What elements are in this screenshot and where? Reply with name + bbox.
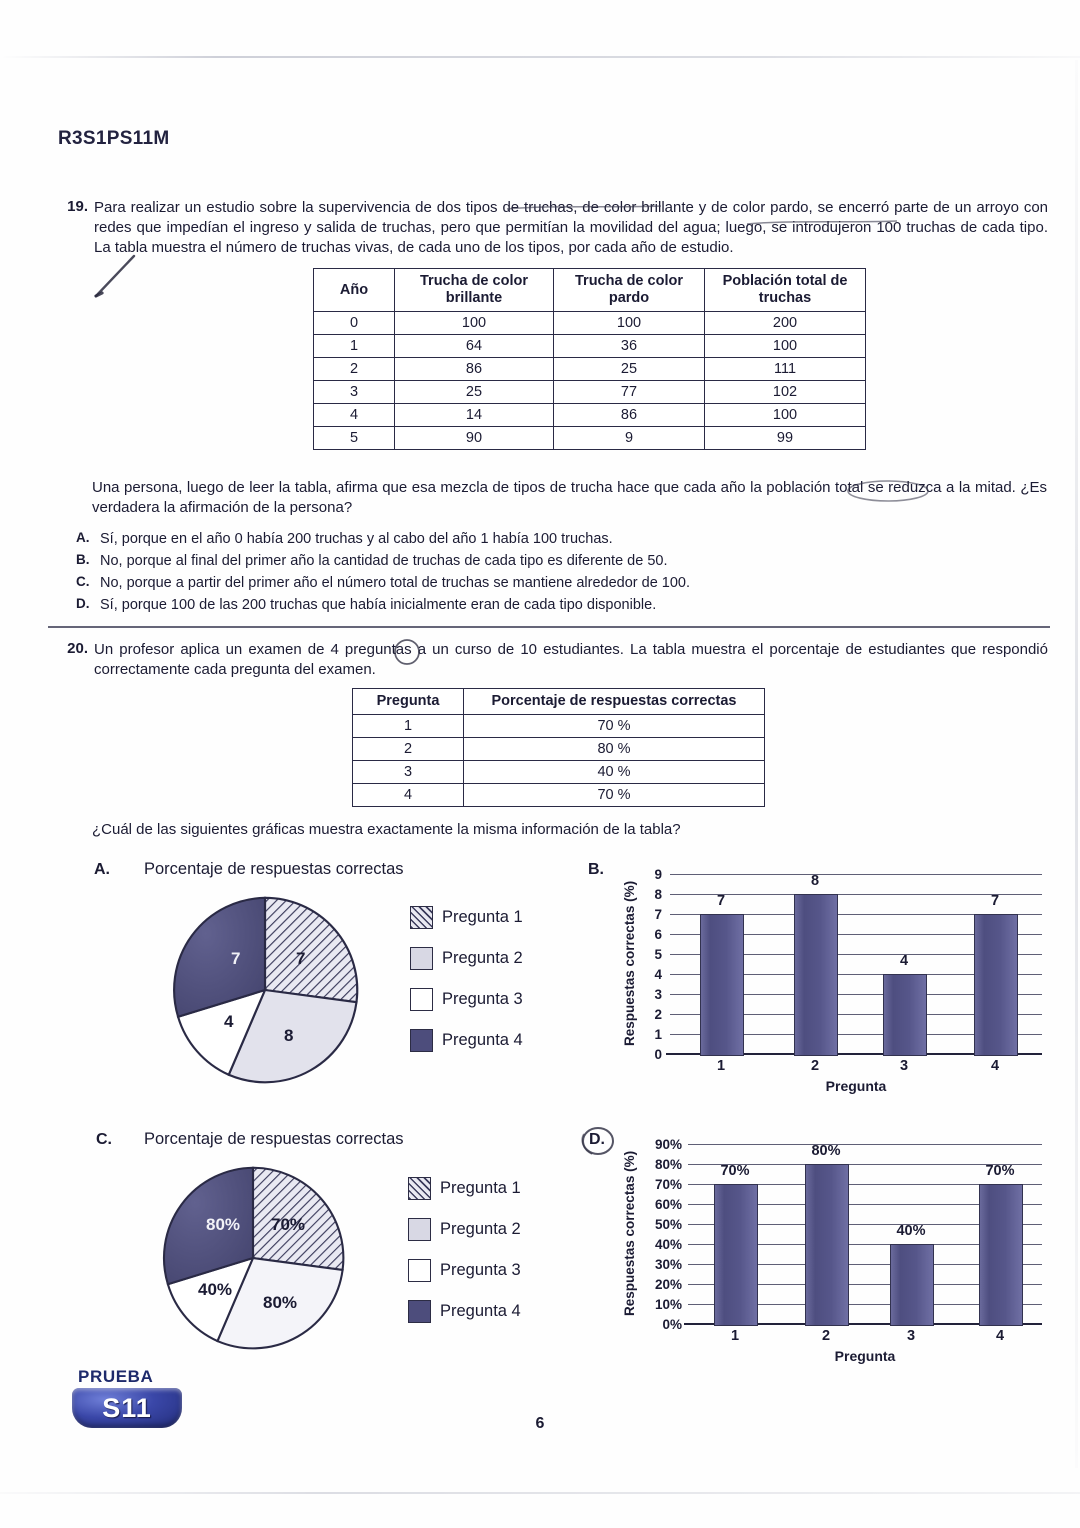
legend-item [410, 979, 523, 1020]
cell-pregunta: 4 [353, 784, 464, 807]
option-c[interactable] [76, 574, 976, 593]
gridline [688, 1144, 1042, 1145]
option-d-letter: D. [76, 595, 90, 611]
graph-option-d-letter: D. [589, 1131, 605, 1148]
legend-item [408, 1168, 521, 1209]
question-20-statement: Un profesor aplica un examen de 4 preguntas a un curso de 10 estudiantes. La tabla muestra el porcentaje de estudiantes que respondió correctamente cada pregunta del examen. [94, 641, 1048, 678]
option-a[interactable] [76, 530, 976, 549]
cell-ano: 3 [314, 381, 395, 404]
graph-option-c-letter: C. [96, 1131, 112, 1148]
pregunta-porcentaje-table [352, 688, 765, 807]
table-row [314, 312, 866, 335]
bar-chart-d [622, 1132, 1042, 1364]
column-header-trucha-brillante: Trucha de color brillante [395, 269, 554, 312]
legend-swatch-pregunta-2-icon [410, 947, 433, 970]
question-19-block [58, 198, 1048, 257]
option-c-letter: C. [76, 573, 90, 589]
y-tick: 40% [654, 1237, 682, 1252]
legend-label: Pregunta 3 [442, 990, 523, 1008]
cell-total: 111 [705, 358, 866, 381]
scan-edge-top [0, 56, 1080, 58]
legend-label: Pregunta 3 [440, 1261, 521, 1279]
gridline [670, 874, 1042, 875]
bar-pregunta-4 [974, 914, 1018, 1056]
option-a-text: Sí, porque en el año 0 había 200 truchas y al cabo del año 1 había 100 truchas. [100, 531, 613, 547]
y-tick: 1 [654, 1027, 662, 1042]
x-tick: 4 [990, 1058, 1000, 1074]
table-header-row [314, 269, 866, 312]
y-tick: 2 [654, 1007, 662, 1022]
section-divider [48, 626, 1050, 628]
y-tick: 4 [654, 967, 662, 982]
cell-ano: 0 [314, 312, 395, 335]
option-c-text: No, porque a partir del primer año el número total de truchas se mantiene alrededor de 100. [100, 574, 691, 591]
cell-porcentaje: 70 % [464, 784, 765, 807]
pie-a-label-pregunta-4: 7 [231, 949, 241, 968]
legend-label: Pregunta 4 [440, 1302, 521, 1320]
pie-a-label-pregunta-1: 7 [296, 949, 306, 968]
logo-badge-text: S11 [102, 1392, 152, 1423]
cell-pregunta: 2 [353, 738, 464, 761]
cell-brillante: 86 [395, 358, 554, 381]
legend-swatch-pregunta-4-icon [408, 1300, 431, 1323]
pie-chart-c [158, 1163, 348, 1353]
option-b-text: No, porque al final del primer año la cantidad de truchas de cada tipo es diferente de 50. [100, 552, 668, 569]
table-row [314, 358, 866, 381]
legend-item [410, 1020, 523, 1061]
x-tick: 2 [810, 1058, 820, 1074]
x-tick: 2 [821, 1328, 831, 1344]
question-19-number: 19. [67, 198, 88, 215]
y-tick: 6 [654, 927, 662, 942]
cell-brillante: 64 [395, 335, 554, 358]
option-b-letter: B. [76, 551, 90, 567]
question-19-options [76, 530, 976, 617]
bar-pregunta-4 [979, 1184, 1023, 1326]
column-header-porcentaje: Porcentaje de respuestas correctas [464, 689, 765, 715]
bar-pregunta-2 [805, 1164, 849, 1326]
bar-pregunta-1 [700, 914, 744, 1056]
table-row [353, 761, 765, 784]
y-tick: 0% [662, 1317, 682, 1332]
pie-slice-pregunta-1 [265, 898, 357, 1002]
pie-chart-c-svg [158, 1163, 348, 1353]
x-tick: 3 [899, 1058, 909, 1074]
graph-option-c-title: Porcentaje de respuestas correctas [144, 1130, 404, 1148]
cell-brillante: 100 [395, 312, 554, 335]
pie-c-label-pregunta-2: 80% [263, 1293, 298, 1312]
cell-pardo: 77 [554, 381, 705, 404]
cell-pardo: 36 [554, 335, 705, 358]
cell-total: 99 [705, 427, 866, 450]
bar-pregunta-1 [714, 1184, 758, 1326]
pie-c-label-pregunta-1: 70% [271, 1215, 306, 1234]
table-row [353, 715, 765, 738]
cell-porcentaje: 70 % [464, 715, 765, 738]
graph-option-a-letter: A. [94, 861, 110, 878]
y-tick: 9 [654, 867, 662, 882]
pie-c-label-pregunta-4: 80% [206, 1215, 241, 1234]
bar-chart-d-y-axis-title: Respuestas correctas (%) [622, 1150, 637, 1316]
table-row [314, 381, 866, 404]
question-20-prompt: ¿Cuál de las siguientes gráficas muestra exactamente la misma información de la tabla? [92, 821, 681, 838]
x-tick: 1 [730, 1328, 740, 1344]
cell-total: 102 [705, 381, 866, 404]
table-row [314, 427, 866, 450]
y-tick: 5 [654, 947, 662, 962]
legend-label: Pregunta 2 [442, 949, 523, 967]
pie-chart-a [168, 893, 362, 1087]
legend-label: Pregunta 1 [440, 1179, 521, 1197]
pie-a-label-pregunta-3: 4 [224, 1012, 234, 1031]
bar-value-pregunta-1: 70% [720, 1163, 750, 1179]
bar-value-pregunta-4: 7 [990, 893, 1000, 909]
cell-pregunta: 3 [353, 761, 464, 784]
pie-a-label-pregunta-2: 8 [284, 1026, 294, 1045]
bar-pregunta-3 [890, 1244, 934, 1326]
y-tick: 60% [654, 1197, 682, 1212]
bar-value-pregunta-2: 8 [810, 873, 820, 889]
bar-value-pregunta-2: 80% [811, 1143, 841, 1159]
cell-brillante: 14 [395, 404, 554, 427]
logo-prueba-text: PRUEBA [78, 1367, 154, 1386]
cell-pardo: 9 [554, 427, 705, 450]
question-20-block [58, 640, 1048, 680]
graph-option-a-title: Porcentaje de respuestas correctas [144, 860, 404, 878]
cell-ano: 1 [314, 335, 395, 358]
table-row [353, 738, 765, 761]
y-tick: 80% [654, 1157, 682, 1172]
cell-ano: 5 [314, 427, 395, 450]
y-tick: 30% [654, 1257, 682, 1272]
cell-pregunta: 1 [353, 715, 464, 738]
y-tick: 7 [654, 907, 662, 922]
x-tick: 4 [995, 1328, 1005, 1344]
cell-total: 100 [705, 404, 866, 427]
cell-ano: 4 [314, 404, 395, 427]
document-code: R3S1PS11M [58, 128, 170, 149]
column-header-ano: Año [314, 269, 395, 312]
legend-swatch-pregunta-3-icon [408, 1259, 431, 1282]
cell-porcentaje: 40 % [464, 761, 765, 784]
x-tick: 1 [716, 1058, 726, 1074]
graph-option-b-letter: B. [588, 861, 604, 878]
truchas-table [313, 268, 866, 450]
bar-value-pregunta-1: 7 [716, 893, 726, 909]
legend-c [408, 1168, 521, 1332]
legend-swatch-pregunta-2-icon [408, 1218, 431, 1241]
legend-swatch-pregunta-1-icon [410, 906, 433, 929]
legend-item [408, 1291, 521, 1332]
pie-chart-a-svg [168, 893, 362, 1087]
table-row [314, 335, 866, 358]
bar-pregunta-3 [883, 974, 927, 1056]
scan-edge-right [1075, 60, 1078, 1468]
cell-pardo: 100 [554, 312, 705, 335]
legend-swatch-pregunta-1-icon [408, 1177, 431, 1200]
column-header-poblacion-total: Población total de truchas [705, 269, 866, 312]
y-tick: 10% [654, 1297, 682, 1312]
bar-value-pregunta-4: 70% [985, 1163, 1015, 1179]
question-19-prompt: Una persona, luego de leer la tabla, afirma que esa mezcla de tipos de trucha hace que cada año la población total se reduzca a la mitad. ¿Es verdadera la afirmación de la persona? [92, 479, 1047, 517]
y-tick: 3 [654, 987, 662, 1002]
legend-item [408, 1250, 521, 1291]
y-tick: 20% [654, 1277, 682, 1292]
page-number: 6 [535, 1415, 545, 1432]
x-tick: 3 [906, 1328, 916, 1344]
handwritten-slash-mark [86, 252, 146, 304]
y-tick: 8 [654, 887, 662, 902]
y-tick: 90% [654, 1137, 682, 1152]
y-tick: 50% [654, 1217, 682, 1232]
bar-chart-b [622, 862, 1042, 1092]
table-row [314, 404, 866, 427]
legend-item [408, 1209, 521, 1250]
option-b[interactable] [76, 552, 976, 571]
bar-chart-b-x-axis-title: Pregunta [825, 1078, 887, 1094]
legend-a [410, 897, 523, 1061]
bar-value-pregunta-3: 4 [899, 953, 909, 969]
cell-total: 200 [705, 312, 866, 335]
bar-pregunta-2 [794, 894, 838, 1056]
table-row [353, 784, 765, 807]
legend-swatch-pregunta-4-icon [410, 1029, 433, 1052]
column-header-pregunta: Pregunta [353, 689, 464, 715]
legend-swatch-pregunta-3-icon [410, 988, 433, 1011]
cell-pardo: 86 [554, 404, 705, 427]
cell-ano: 2 [314, 358, 395, 381]
legend-item [410, 897, 523, 938]
question-19-statement: Para realizar un estudio sobre la supervivencia de dos tipos de truchas, de color brillante y de color pardo, se encerró parte de un arroyo con redes que impedían el ingreso y salida de truchas, pero que permitían la movilidad del agua; luego, se introdujeron 100 truchas de cada tipo. La tabla muestra el número de truchas vivas, de cada uno de los tipos, por cada año de estudio. [94, 199, 1048, 256]
cell-porcentaje: 80 % [464, 738, 765, 761]
option-d-text: Sí, porque 100 de las 200 truchas que había inicialmente eran de cada tipo disponible. [100, 596, 657, 613]
legend-item [410, 938, 523, 979]
table-header-row [353, 689, 765, 715]
column-header-trucha-pardo: Trucha de color pardo [554, 269, 705, 312]
y-tick: 0 [654, 1047, 662, 1062]
y-tick: 70% [654, 1177, 682, 1192]
cell-brillante: 25 [395, 381, 554, 404]
legend-label: Pregunta 1 [442, 908, 523, 926]
legend-label: Pregunta 4 [442, 1031, 523, 1049]
legend-label: Pregunta 2 [440, 1220, 521, 1238]
option-d[interactable] [76, 596, 976, 615]
scan-edge-bottom [0, 1492, 1080, 1494]
option-a-letter: A. [76, 530, 90, 545]
cell-total: 100 [705, 335, 866, 358]
bar-chart-b-y-axis-title: Respuestas correctas (%) [622, 880, 637, 1046]
cell-pardo: 25 [554, 358, 705, 381]
pie-c-label-pregunta-3: 40% [198, 1280, 233, 1299]
cell-brillante: 90 [395, 427, 554, 450]
bar-chart-d-x-axis-title: Pregunta [834, 1348, 896, 1364]
question-20-number: 20. [67, 640, 88, 657]
bar-value-pregunta-3: 40% [896, 1223, 926, 1239]
